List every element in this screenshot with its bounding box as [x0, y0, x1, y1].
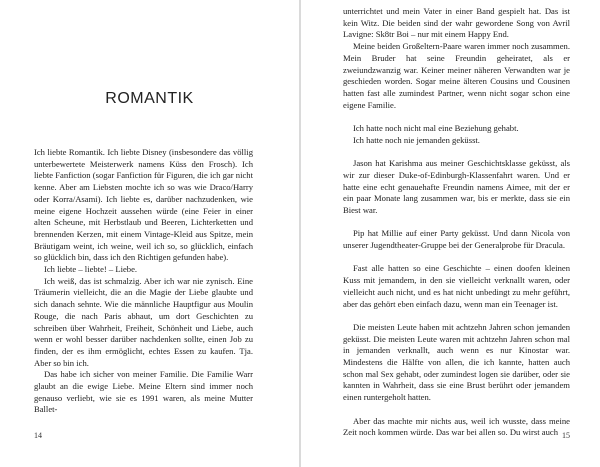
- paragraph: Meine beiden Großeltern-Paare waren immer noch zusammen. Mein Bruder hat seine Freundin geheiratet, als er zweiundzwanzig war. Keiner meiner näheren Verwandten war je geschieden worden. Sogar meine älteren Cousins und Cousinen hatten fast alle zumindest Partner, wenn nicht sogar schon eine eigene Familie.: [343, 41, 570, 110]
- left-text-block: [34, 147, 253, 416]
- paragraph: Jason hat Karishma aus meiner Geschichtsklasse geküsst, als wir zur dieser Duke-of-Edinburgh-Klassenfahrt waren. Und er hatte eine echt genauehafte Freundin namens Aimee, mit der er ein paar Monate lang zusammen war, bis er merkte, dass sie ein Biest war.: [343, 158, 570, 215]
- right-page: [301, 0, 600, 467]
- paragraph: Aber das machte mir nichts aus, weil ich wusste, dass meine Zeit noch kommen würde. Das war bei allen so. Du wirst auch: [343, 415, 570, 438]
- chapter-title: ROMANTIK: [105, 90, 194, 107]
- paragraph: Ich liebte Romantik. Ich liebte Disney (insbesondere das völlig unterbewertete Meisterwerk namens Küss den Frosch). Ich liebte Fanfiction (sogar Fanfiction für Figuren, die ich gar nicht kenne. Aber am Liebsten mochte ich so was wie Draco/Harry oder Korra/Asami). Ich liebte es, darüber nachzudenken, wie meine eigene Hochzeit aussehen würde (eine Feier in einer alten Scheune, mit Herbstlaub und Beeren, Lichterketten und brennenden Kerzen, mit einem Vintage-Kleid aus Spitze, mein Bräutigam weint, ich weine, weil ich so, so glücklich, einfach so glücklich bin, dass ich den Richtigen gefunden habe).: [34, 147, 253, 263]
- paragraph: Ich hatte noch nie jemanden geküsst.: [353, 134, 480, 145]
- paragraph: Das habe ich sicher von meiner Familie. Die Familie Warr glaubt an die ewige Liebe. Meine Eltern sind immer noch genauso verliebt, wie sie es 1991 waren, als meine Mutter Ballet-: [34, 369, 253, 415]
- paragraph: Die meisten Leute haben mit achtzehn Jahren schon jemanden geküsst. Die meisten Leute waren mit achtzehn Jahren schon mal in jemanden verknallt, auch wenn es nur Kinostar war. Mindestens die Hälfte von allen, die ich kannte, hatten auch schon mal Sex gehabt, oder zumindest logen sie darüber, oder sie kannten in Wahrheit, dass sie eine Brust berührt oder jemandem einen runtergeholt hatten.: [343, 321, 570, 403]
- paragraph: Pip hat Millie auf einer Party geküsst. Und dann Nicola von unserer Jugendtheater-Gruppe bei der Generalprobe für Dracula.: [343, 228, 570, 251]
- paragraph: Fast alle hatten so eine Geschichte – einen doofen kleinen Kuss mit jemandem, in den sie vielleicht verknallt waren, oder vielleicht auch nicht, und es hat nicht unbedingt zu mehr geführt, aber das gehört eben einfach dazu, wenn man ein Teenager ist.: [343, 263, 570, 309]
- page-number: 14: [34, 431, 42, 440]
- paragraph: unterrichtet und mein Vater in einer Band gespielt hat. Das ist kein Witz. Die beiden sind der wahr gewordene Song von Avril Lavigne: Sk8tr Boi – nur mit einem Happy End.: [343, 6, 570, 40]
- paragraph: Ich weiß, das ist schmalzig. Aber ich war nie zynisch. Eine Träumerin vielleicht, die an die Magie der Liebe glaubte und sich danach sehnte. Wie die männliche Hauptfigur aus Moulin Rouge, die nach Paris abhaut, um dort Geschichten zu schreiben über Wahrheit, Freiheit, Schönheit und Liebe, auch wenn er wohl besser darüber nachdenken sollte, einen Job zu finden, der es ihm ermöglicht, echtes Essen zu kaufen. Tja. Aber so bin ich.: [34, 275, 253, 368]
- paragraph: Ich liebte – liebte! – Liebe.: [44, 264, 138, 275]
- right-text-block: [343, 6, 570, 439]
- paragraph: Ich hatte noch nicht mal eine Beziehung gehabt.: [353, 123, 519, 134]
- left-page: [0, 0, 299, 467]
- page-number: 15: [562, 431, 570, 440]
